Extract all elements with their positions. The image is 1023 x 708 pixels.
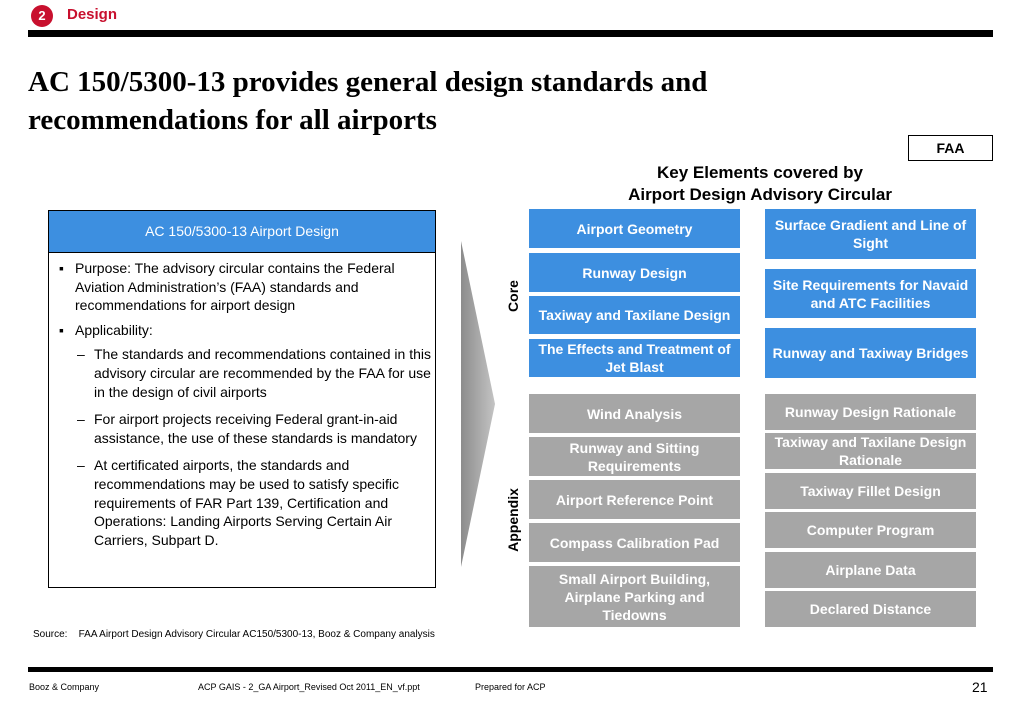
section-label: Design xyxy=(67,6,118,23)
applicability-text: Applicability: xyxy=(75,321,153,338)
appendix-element-airplane-data: Airplane Data xyxy=(765,552,976,588)
chevron-arrow-icon xyxy=(461,241,497,567)
core-element-runway-design: Runway Design xyxy=(529,253,740,292)
appendix-element-small-airport-building: Small Airport Building, Airplane Parking and Tiedowns xyxy=(529,566,740,627)
slide-title: AC 150/5300-13 provides general design standards and recommendations for all airports xyxy=(28,66,708,136)
airport-design-panel xyxy=(48,210,436,588)
source-text: FAA Airport Design Advisory Circular AC150/5300-13, Booz & Company analysis xyxy=(78,629,435,640)
page-number: 21 xyxy=(972,679,988,695)
core-element-bridges: Runway and Taxiway Bridges xyxy=(765,328,976,378)
bullet-marker: ▪ xyxy=(59,260,64,276)
section-number-badge: 2 xyxy=(31,5,53,27)
dash-marker: – xyxy=(77,411,85,428)
footer-prepared: Prepared for ACP xyxy=(475,682,546,692)
core-element-surface-gradient: Surface Gradient and Line of Sight xyxy=(765,209,976,259)
sub-item xyxy=(55,410,433,447)
appendix-label: Appendix xyxy=(505,488,521,552)
footer-file: ACP GAIS - 2_GA Airport_Revised Oct 2011_EN_vf.ppt xyxy=(198,682,420,692)
core-element-site-requirements: Site Requirements for Navaid and ATC Facilities xyxy=(765,269,976,318)
purpose-text: Purpose: The advisory circular contains the Federal Aviation Administration’s (FAA) standards and recommendations for airport design xyxy=(75,260,395,314)
core-element-airport-geometry: Airport Geometry xyxy=(529,209,740,248)
appendix-element-wind-analysis: Wind Analysis xyxy=(529,394,740,433)
key-elements-title-line2: Airport Design Advisory Circular xyxy=(628,185,892,204)
bottom-divider xyxy=(28,667,993,672)
dash-marker: – xyxy=(77,457,85,474)
appendix-element-taxiway-rationale: Taxiway and Taxilane Design Rationale xyxy=(765,433,976,469)
purpose-bullet xyxy=(55,259,433,315)
core-element-jet-blast: The Effects and Treatment of Jet Blast xyxy=(529,339,740,377)
panel-header: AC 150/5300-13 Airport Design xyxy=(49,211,435,253)
sub-item xyxy=(55,345,433,401)
sub-item-text: The standards and recommendations contained in this advisory circular are recommended by the FAA for use in the design of civil airports xyxy=(94,346,431,400)
sub-item-text: For airport projects receiving Federal grant-in-aid assistance, the use of these standards is mandatory xyxy=(94,411,417,446)
sub-item xyxy=(55,456,433,549)
top-divider xyxy=(28,30,993,37)
key-elements-title xyxy=(560,162,960,206)
bullet-marker: ▪ xyxy=(59,321,64,338)
source-label: Source: xyxy=(33,629,68,640)
applicability-bullet xyxy=(55,321,433,340)
panel-body xyxy=(55,259,433,558)
sub-item-text: At certificated airports, the standards and recommendations may be used to satisfy specific requirements of FAR Part 139, Certification and Operations: Landing Airports Serving Certain Air Carriers, Subpart D. xyxy=(94,457,400,548)
appendix-element-fillet-design: Taxiway Fillet Design xyxy=(765,473,976,509)
appendix-element-runway-rationale: Runway Design Rationale xyxy=(765,394,976,430)
appendix-element-declared-distance: Declared Distance xyxy=(765,591,976,627)
appendix-element-compass-pad: Compass Calibration Pad xyxy=(529,523,740,562)
appendix-element-computer-program: Computer Program xyxy=(765,512,976,548)
key-elements-title-line1: Key Elements covered by xyxy=(657,163,863,182)
footer-company: Booz & Company xyxy=(29,682,100,692)
appendix-element-reference-point: Airport Reference Point xyxy=(529,480,740,519)
source-note xyxy=(33,629,435,640)
dash-marker: – xyxy=(77,346,85,363)
faa-tag: FAA xyxy=(908,135,993,161)
appendix-element-runway-sitting: Runway and Sitting Requirements xyxy=(529,437,740,476)
core-label: Core xyxy=(505,280,521,312)
core-element-taxiway-design: Taxiway and Taxilane Design xyxy=(529,296,740,334)
